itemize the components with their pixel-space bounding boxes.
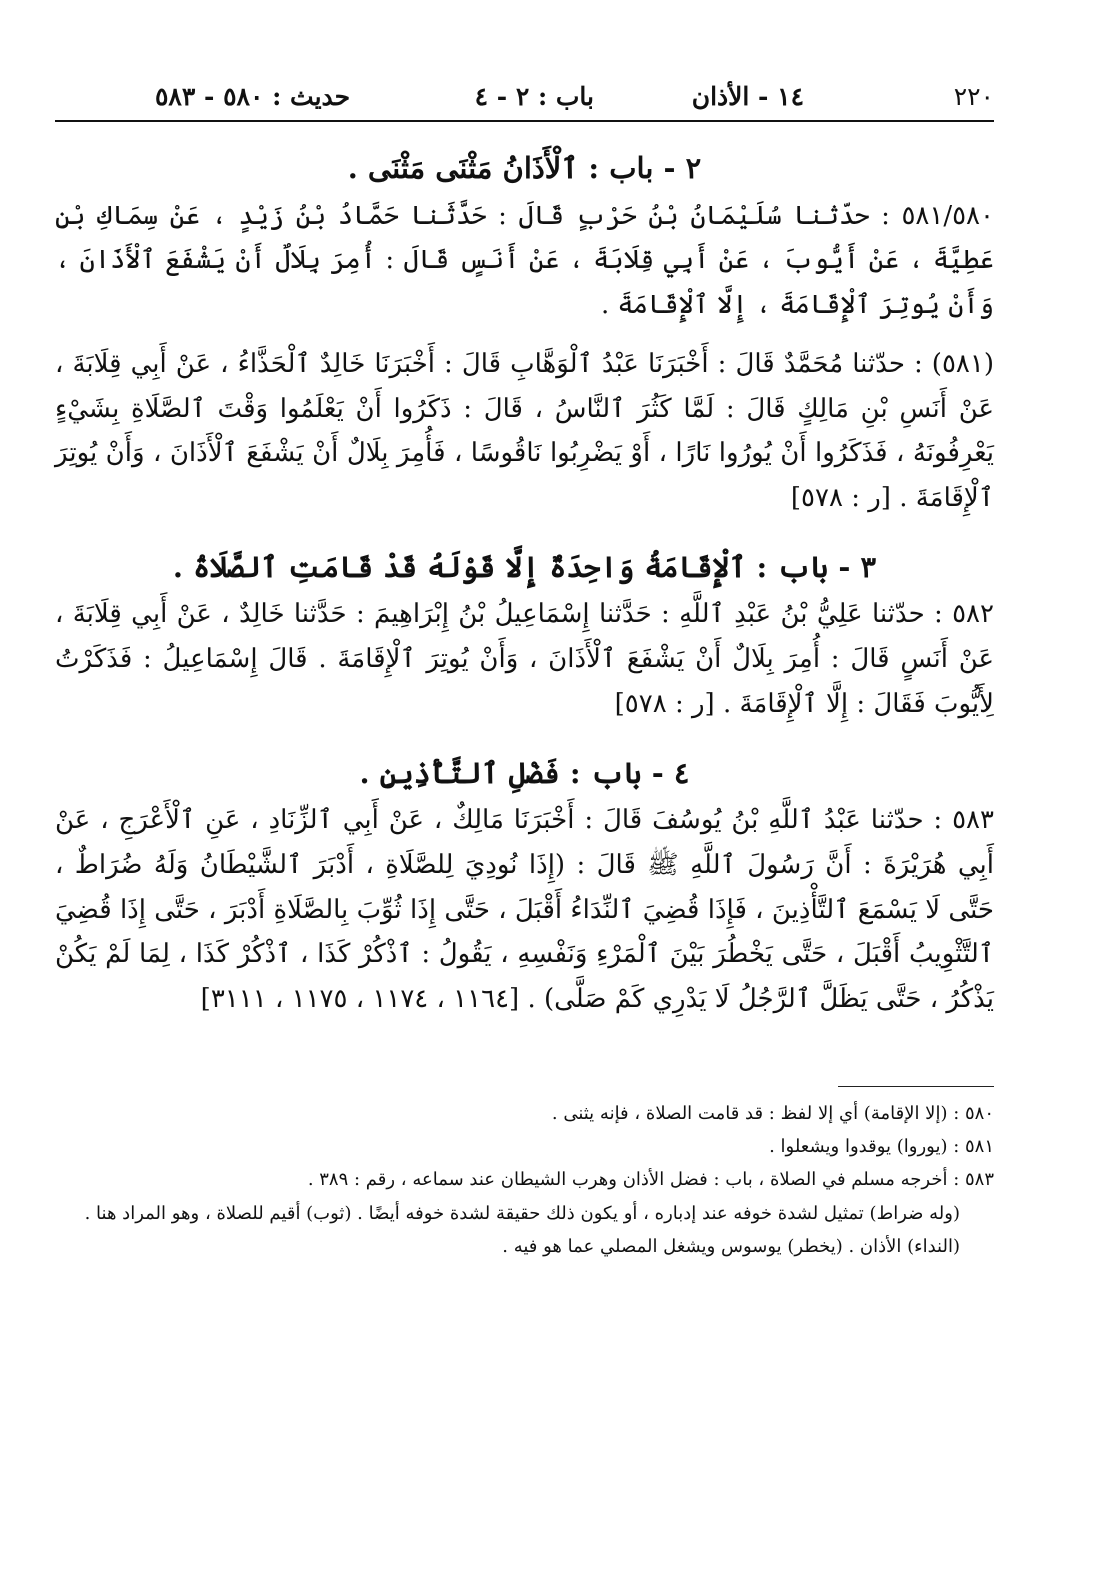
book-title: ١٤ - الأذان [691,82,804,111]
hadith-582: ٥٨٢ : حدّثنا عَلِيُّ بْنُ عَبْدِ ٱللَّهِ : حَدَّثنا إِسْمَاعِيلُ بْنُ إِبْرَاهِيمَ : حَدَّثنا خَالِدٌ ، عَنْ أَبِي قِلَابَةَ ، عَنْ أَنَسٍ قَالَ : أُمِرَ بِلَالٌ أَنْ يَشْفَعَ ٱلْأَذَانَ ، وَأَنْ يُوتِرَ ٱلْإِقَامَةَ . قَالَ إِسْمَاعِيلُ : فَذَكَرْتُ لِأَيُّوبَ فَقَالَ : إِلَّا ٱلْإِقَامَةَ . [ر : ٥٧٨] [55,599,995,719]
hadith-581: (٥٨١) : حدّثنا مُحَمَّدٌ قَالَ : أَخْبَرَنَا عَبْدُ ٱلْوَهَّابِ قَالَ : أَخْبَرَنَا خَالِدٌ ٱلْحَذَّاءُ ، عَنْ أَبِي قِلَابَةَ ، عَنْ أَنَسِ بْنِ مَالِكٍ قَالَ : لَمَّا كَثُرَ ٱلنَّاسُ ، قَالَ : ذَكَرُوا أَنْ يَعْلَمُوا وَقْتَ ٱلصَّلَاةِ بِشَيْءٍ يَعْرِفُونَهُ ، فَذَكَرُوا أَنْ يُورُوا نَارًا ، أَوْ يَضْرِبُوا نَاقُوسًا ، فَأُمِرَ بِلَالٌ أَنْ يَشْفَعَ ٱلْأَذَانَ ، وَأَنْ يُوتِرَ ٱلْإِقَامَةَ . [ر : ٥٧٨] [55,348,994,513]
hadith-range: حديث : ٥٨٠ - ٥٨٣ [155,82,351,111]
footnote-580: ٥٨٠ : (إلا الإقامة) أي إلا لفظ : قد قامت الصلاة ، فإنه يثنى . [551,1102,994,1124]
running-header [55,80,994,122]
chapter-title-2: ٢ - باب : ٱلْأَذَانُ مَثْنَى مَثْنَى . [347,151,702,185]
footnote-583: ٥٨٣ : أخرجه مسلم في الصلاة ، باب : فضل الأذان وهرب الشيطان عند سماعه ، رقم : ٣٨٩ . [307,1169,994,1191]
bab-range: باب : ٢ - ٤ [474,82,594,111]
footnote-581: ٥٨١ : (يوروا) يوقدوا ويشعلوا . [769,1136,994,1158]
hadith-580: ٥٨١/٥٨٠ : حدّثنا سُلَيْمَانُ بْنُ حَرْبٍ قَالَ : حَدَّثَنا حَمَّادُ بْنُ زَيْدٍ ، عَنْ سِمَاكِ بْنِ عَطِيَّةَ ، عَنْ أَيُّوبَ ، عَنْ أَبِي قِلَابَةَ ، عَنْ أَنَسٍ قَالَ : أُمِرَ بِلَالٌ أَنْ يَشْفَعَ ٱلْأَذَانَ ، وَأَنْ يُوتِرَ ٱلْإِقَامَةَ ، إِلَّا ٱلْإِقَامَةَ . [55,200,994,321]
footnotes [55,1097,994,1263]
footnote-583-glossary: (وله ضراط) تمثيل لشدة خوفه عند إدباره ، أو يكون ذلك حقيقة لشدة خوفه أيضًا . (ثوب) أقيم للصلاة ، وهو المراد هنا . (النداء) الأذان . (يخطر) يوسوس ويشغل المصلي عما هو فيه . [84,1202,960,1258]
page-number: ٢٢٠ [953,82,994,111]
chapter-title-4: ٤ - باب : فَضْلِ ٱلتَّأْذِينِ . [359,755,690,790]
chapter-title-3: ٣ - باب : ٱلْإِقَامَةُ وَاحِدَةٌ إِلَّا قَوْلَهُ قَدْ قَامَتِ ٱلصَّلَاةُ . [172,549,877,584]
footnote-separator [838,1086,994,1087]
hadith-583: ٥٨٣ : حدّثنا عَبْدُ ٱللَّهِ بْنُ يُوسُفَ قَالَ : أَخْبَرَنَا مَالِكٌ ، عَنْ أَبِي ٱلزِّنَادِ ، عَنِ ٱلْأَعْرَجِ ، عَنْ أَبِي هُرَيْرَةَ : أَنَّ رَسُولَ ٱللَّهِ ﷺ قَالَ : (إِذَا نُودِيَ لِلصَّلَاةِ ، أَدْبَرَ ٱلشَّيْطَانُ وَلَهُ ضُرَاطٌ ، حَتَّى لَا يَسْمَعَ ٱلتَّأْذِينَ ، فَإِذَا قُضِيَ ٱلنِّدَاءُ أَقْبَلَ ، حَتَّى إِذَا ثُوِّبَ بِالصَّلَاةِ أَدْبَرَ ، حَتَّى إِذَا قُضِيَ ٱلتَّثْوِيبُ أَقْبَلَ ، حَتَّى يَخْطُرَ بَيْنَ ٱلْمَرْءِ وَنَفْسِهِ ، يَقُولُ : ٱذْكُرْ كَذَا ، ٱذْكُرْ كَذَا ، لِمَا لَمْ يَكُنْ يَذْكُرُ ، حَتَّى يَظَلَّ ٱلرَّجُلُ لَا يَدْرِي كَمْ صَلَّى) . [١١٦٤ ، ١١٧٤ ، ١١٧٥ ، ٣١١١] [55,805,994,1015]
